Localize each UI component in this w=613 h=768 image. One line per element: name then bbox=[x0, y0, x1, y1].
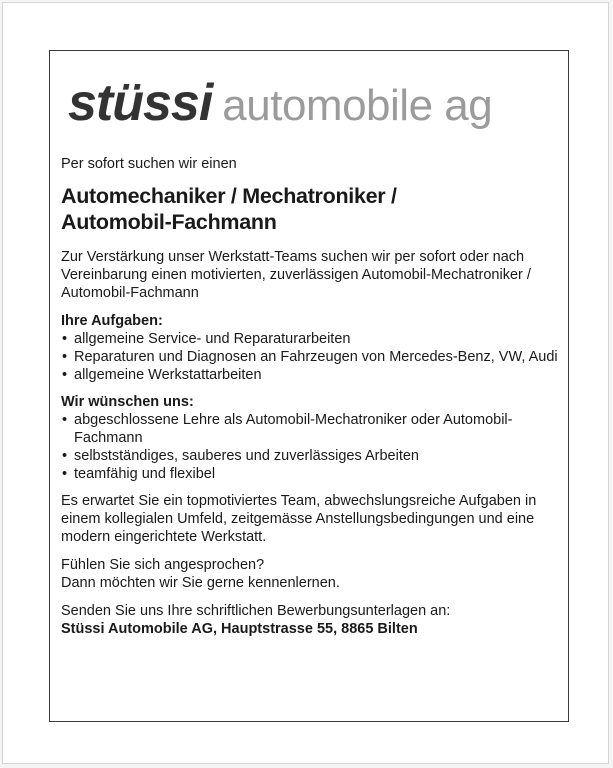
wishes-list bbox=[61, 411, 561, 483]
job-title bbox=[61, 183, 561, 235]
list-item: • abgeschlossene Lehre als Automobil-Mechatroniker oder Automobil-Fachmann bbox=[61, 411, 561, 447]
intro-text: Per sofort suchen wir einen bbox=[61, 156, 237, 172]
job-title-line-2: Automobil-Fachmann bbox=[61, 210, 277, 234]
list-item: • allgemeine Service- und Reparaturarbeiten bbox=[61, 330, 561, 348]
list-item: • teamfähig und flexibel bbox=[61, 465, 561, 483]
logo-subtitle: automobile ag bbox=[222, 81, 493, 130]
offer-text: Es erwartet Sie ein topmotiviertes Team, abwechslungsreiche Aufgaben in einem kollegialen Umfeld, zeitgemässe Anstellungsbedingungen und eine modern eingerichtete Werkstatt. bbox=[61, 493, 537, 545]
company-logo bbox=[68, 73, 558, 133]
contact-address: Stüssi Automobile AG, Hauptstrasse 55, 8865 Bilten bbox=[61, 621, 418, 637]
job-title-line-1: Automechaniker / Mechatroniker / bbox=[61, 184, 397, 208]
page-frame bbox=[2, 2, 609, 764]
tasks-list bbox=[61, 330, 561, 384]
ad-content bbox=[61, 155, 561, 638]
closing-line-2: Dann möchten wir Sie gerne kennenlernen. bbox=[61, 575, 340, 591]
tasks-heading: Ihre Aufgaben: bbox=[61, 313, 163, 329]
logo-brand: stüssi bbox=[68, 74, 213, 132]
application-info bbox=[61, 602, 561, 638]
list-item: • Reparaturen und Diagnosen an Fahrzeugen von Mercedes-Benz, VW, Audi bbox=[61, 348, 561, 366]
list-item: • selbstständiges, sauberes und zuverlässiges Arbeiten bbox=[61, 447, 561, 465]
list-item: • allgemeine Werkstattarbeiten bbox=[61, 366, 561, 384]
wishes-heading: Wir wünschen uns: bbox=[61, 394, 194, 410]
apply-instruction: Senden Sie uns Ihre schriftlichen Bewerbungsunterlagen an: bbox=[61, 603, 451, 619]
job-advertisement bbox=[49, 50, 569, 722]
job-description: Zur Verstärkung unser Werkstatt-Teams suchen wir per sofort oder nach Vereinbarung einen motivierten, zuverlässigen Automobil-Mechatroniker / Automobil-Fachmann bbox=[61, 249, 531, 301]
closing-text bbox=[61, 556, 561, 592]
closing-line-1: Fühlen Sie sich angesprochen? bbox=[61, 557, 265, 573]
